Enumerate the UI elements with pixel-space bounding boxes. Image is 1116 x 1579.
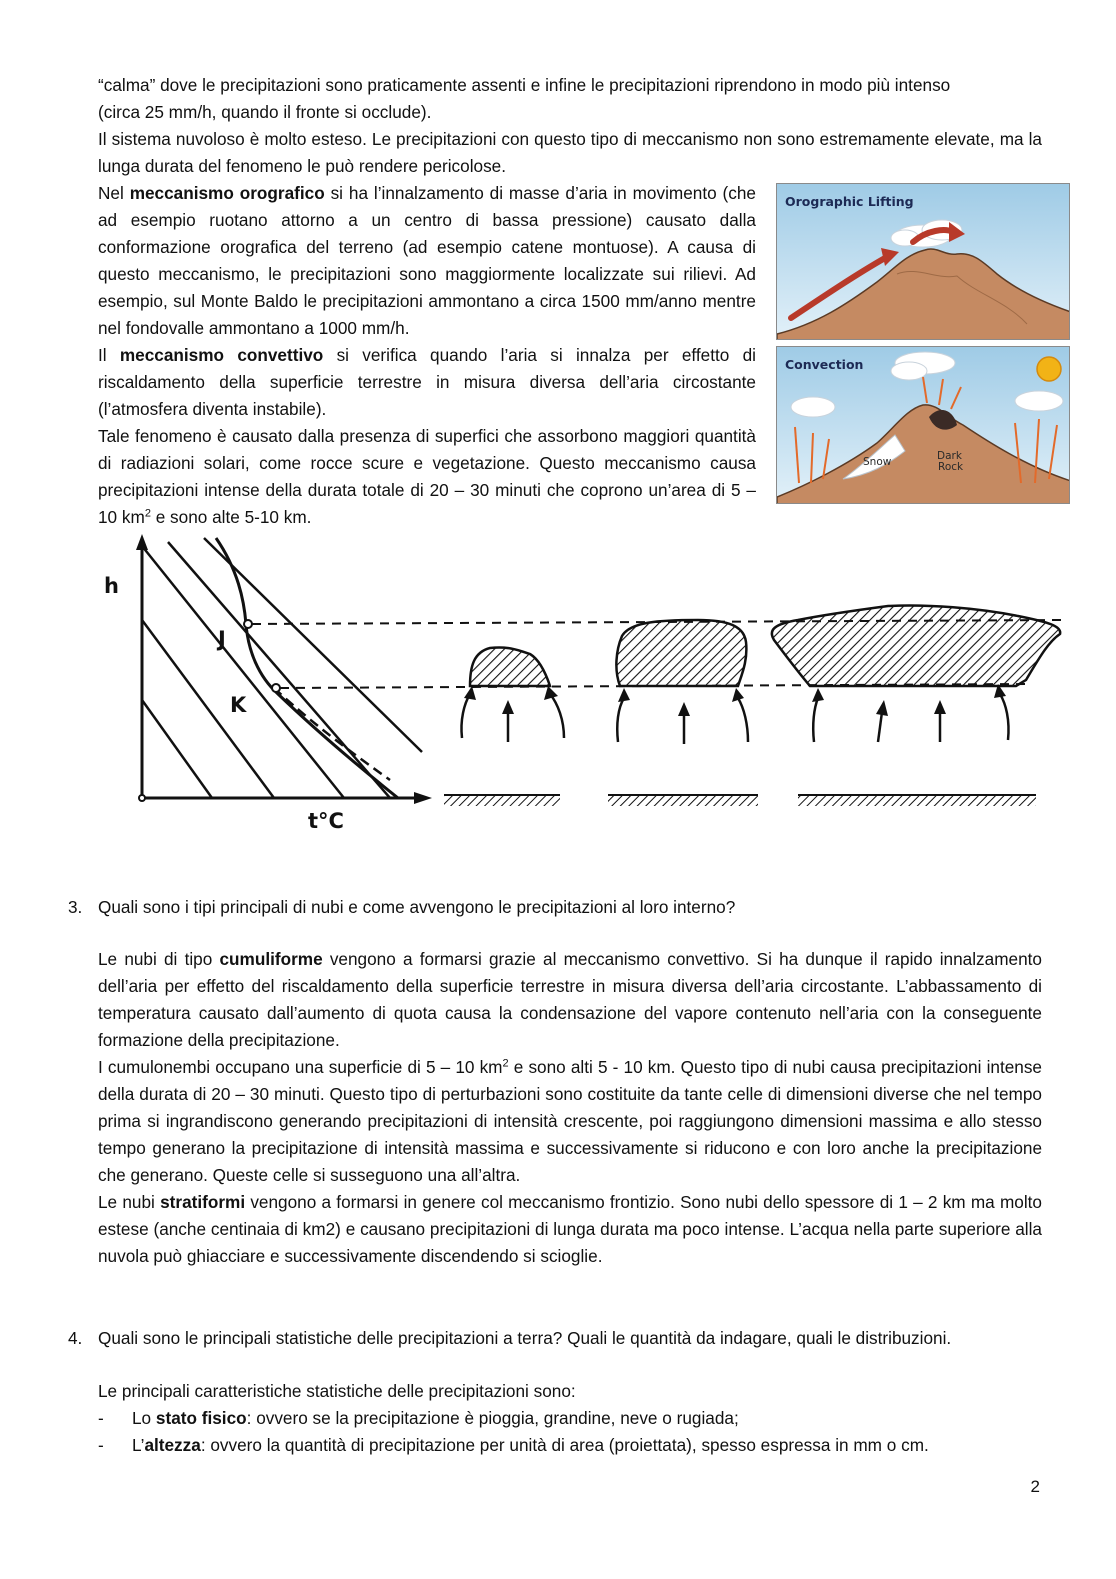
list-item: [98, 1432, 1042, 1459]
label-j: J: [218, 627, 226, 651]
figure-title: Convection: [785, 357, 864, 372]
paragraph-convettivo: [98, 342, 756, 531]
dash-bullet: -: [98, 1408, 104, 1428]
answer-4: [98, 1378, 1042, 1459]
text-run: vengono a formarsi in genere col meccanismo frontizio. Sono nubi dello spessore di 1 – 2 km ma molto estese (anche centinaia di km2) e causano precipitazioni di lunga durata ma poco intense. L’acqua nella parte superiore alla nuvola può ghiacciare e successivamente discendendo si scioglie.: [98, 1192, 1042, 1266]
text-run: Il: [98, 345, 120, 365]
superscript: 2: [144, 507, 151, 520]
diagram-svg: [98, 530, 1068, 850]
text-run: L’: [132, 1435, 145, 1455]
label-rock: Rock: [938, 461, 964, 473]
statistics-list: [98, 1405, 1042, 1459]
answer-paragraph: [98, 1054, 1042, 1189]
question-number: 4.: [68, 1328, 83, 1348]
text-convettivo: [98, 342, 756, 423]
text-run: Le nubi: [98, 1192, 161, 1212]
bold-term: cumuliforme: [219, 949, 323, 969]
question-text: Quali sono le principali statistiche delle precipitazioni a terra? Quali le quantità da indagare, quali le distribuzioni.: [98, 1328, 952, 1348]
question-3: [98, 894, 1042, 921]
bold-term: altezza: [144, 1435, 201, 1455]
bold-term: meccanismo orografico: [129, 183, 325, 203]
paragraph-frontale: [98, 72, 1042, 180]
text-run: Le nubi di tipo: [98, 949, 220, 969]
question-4: [98, 1325, 1058, 1352]
text-run: Tale fenomeno è causato dalla presenza di superfici che assorbono maggiori quantità di radiazioni solari, come rocce scure e vegetazione. Questo meccanismo causa precipitazioni intense della durata totale di 20 – 30 minuti che coprono un’area di 5 – 10 km: [98, 426, 756, 527]
text-run: Lo: [132, 1408, 156, 1428]
text-run: e sono alti 5 - 10 km. Questo tipo di nubi causa precipitazioni intense della durata di 20 – 30 minuti. Questo tipo di perturbazioni sono costituite da tante celle di dimensioni diverse che nel tempo prima si ingrandiscono generando precipitazioni di intensità crescente, poi raggiungono dimensioni massima e allo stesso tempo generano la precipitazione di intensità massima e successivamente si riducono e con loro anche la precipitazione che generano. Queste celle si susseguono una all’altra.: [98, 1057, 1042, 1185]
dash-bullet: -: [98, 1435, 104, 1455]
text-run: e sono alte 5-10 km.: [150, 507, 312, 527]
bold-term: stato fisico: [155, 1408, 247, 1428]
text-line: Il sistema nuvoloso è molto esteso. Le precipitazioni con questo tipo di meccanismo non sono estremamente elevate, ma la lunga durata del fenomeno le può rendere pericolose.: [98, 129, 1042, 176]
label-dark: Dark: [937, 450, 962, 462]
text-line: “calma” dove le precipitazioni sono praticamente assenti e infine le precipitazioni riprendono in modo più intenso: [98, 75, 951, 95]
figure-title: Orographic Lifting: [785, 194, 914, 209]
text-run: si ha l’innalzamento di masse d’aria in movimento (che ad esempio ruotano attorno a un centro di bassa pressione) causato dalla conformazione orografica del terreno (ad esempio catene montuose). A causa di questo meccanismo, le precipitazioni sono maggiormente localizzate sui rilievi. Ad esempio, sul Monte Baldo le precipitazioni ammontano a circa 1500 mm/anno mentre nel fondovalle ammontano a 1000 mm/h.: [98, 183, 756, 338]
question-number: 3.: [68, 897, 83, 917]
label-k: K: [230, 693, 247, 717]
text-run: I cumulonembi occupano una superficie di 5 – 10 km: [98, 1057, 503, 1077]
text-line: (circa 25 mm/h, quando il fronte si occlude).: [98, 102, 432, 122]
diagram-convective-cells: [98, 530, 1068, 850]
axis-label-t: t°C: [308, 809, 344, 833]
label-snow: Snow: [863, 456, 892, 468]
text-run: vengono a formarsi grazie al meccanismo convettivo. Si ha dunque il rapido innalzamento dell’aria per effetto del riscaldamento della superficie terrestre in misura diversa dell’aria circostante. L’abbassamento di temperatura causato dall’aumento di quota causa la condensazione del vapore contenuto nell’aria con la conseguente formazione della precipitazione.: [98, 949, 1042, 1050]
question-text: Quali sono i tipi principali di nubi e come avvengono le precipitazioni al loro interno?: [98, 897, 736, 917]
bold-term: meccanismo convettivo: [119, 345, 324, 365]
answer-paragraph: [98, 1189, 1042, 1270]
list-item: [98, 1405, 1042, 1432]
axis-label-h: h: [104, 574, 119, 598]
figure-orographic-lifting: [776, 183, 1070, 340]
answer-intro: Le principali caratteristiche statistiche delle precipitazioni sono:: [98, 1381, 576, 1401]
bold-term: stratiformi: [160, 1192, 246, 1212]
superscript: 2: [502, 1057, 509, 1070]
text-convettivo-2: [98, 423, 756, 531]
text-run: si verifica quando l’aria si innalza per effetto di riscaldamento della superficie terrestre in misura diversa dell’aria circostante (l’atmosfera diventa instabile).: [98, 345, 756, 419]
text-orografico: [98, 180, 756, 342]
paragraph-orografico: [98, 180, 756, 342]
answer-paragraph: [98, 946, 1042, 1054]
text-run: : ovvero se la precipitazione è pioggia, grandine, neve o rugiada;: [246, 1408, 739, 1428]
text-run: Nel: [98, 183, 130, 203]
figure-convection: [776, 346, 1070, 504]
answer-3: [98, 946, 1042, 1270]
page-number: 2: [1030, 1477, 1040, 1496]
text-run: : ovvero la quantità di precipitazione per unità di area (proiettata), spesso espressa in mm o cm.: [200, 1435, 929, 1455]
